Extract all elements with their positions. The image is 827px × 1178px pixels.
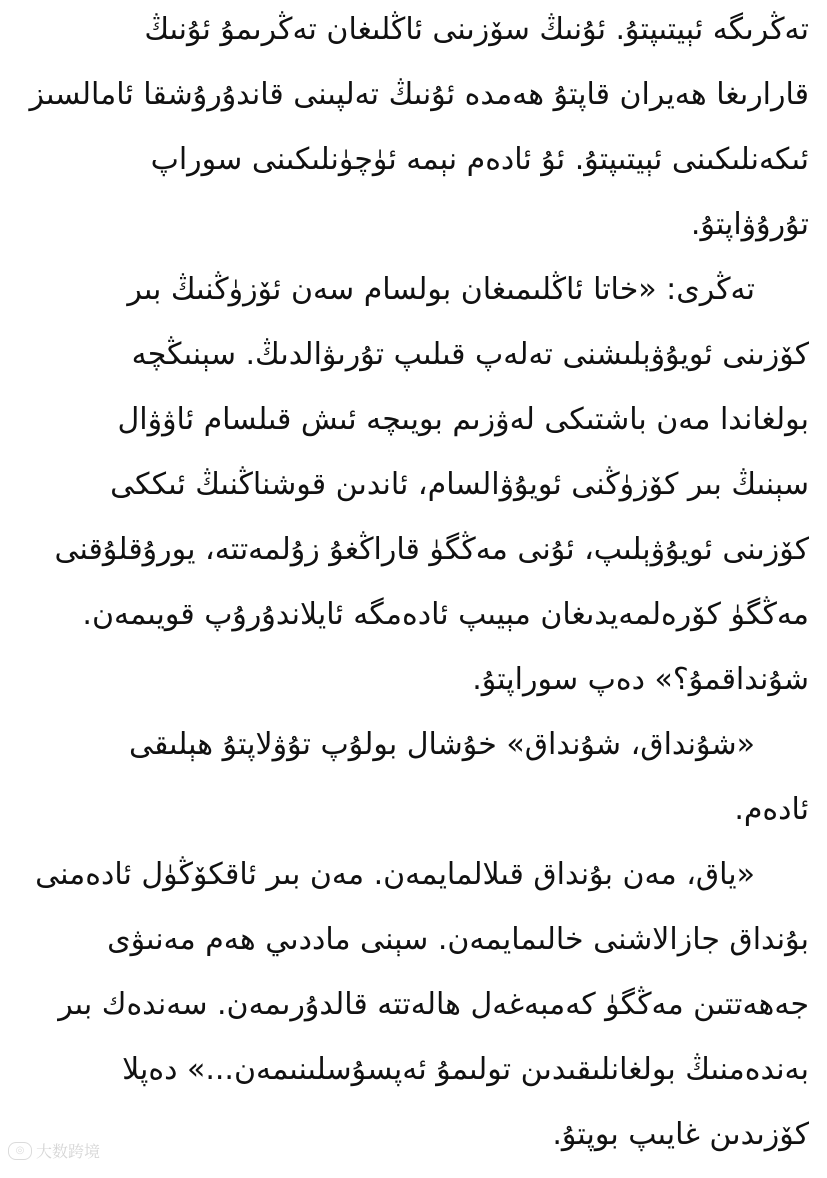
text-line: جەھەتتىن مەڭگۈ كەمبەغەل ھالەتتە قالدۇرىمەن. سەندەك بىر [58,987,809,1022]
text-line: تەڭرىگە ئېيتىپتۇ. ئۇنىڭ سۆزىنى ئاڭلىغان تەڭرىمۇ ئۇنىڭ [144,12,809,47]
text-line: قارارىغا ھەيران قاپتۇ ھەمدە ئۇنىڭ تەلپىنى قاندۇرۇشقا ئامالسىز [29,77,809,112]
text-line: بولغاندا مەن باشتىكى لەۋزىم بويىچە ئىش قىلسام ئاۋۋال [117,402,809,437]
text-line: «شۇنداق، شۇنداق» خۇشال بولۇپ تۇۋلاپتۇ ھېلىقى [129,727,755,762]
watermark-logo-icon: ◎ [8,1142,32,1160]
text-line: ئادەم. [734,792,809,827]
watermark [8,1139,100,1162]
text-line: تۇرۇۋاپتۇ. [690,207,809,242]
text-line: بۇنداق جازالاشنى خالىمايمەن. سېنى ماددىي ھەم مەنىۋى [107,922,809,957]
watermark-text: 大数跨境 [36,1142,101,1161]
text-line: كۆزىنى ئويۇۋېلىپ، ئۇنى مەڭگۈ قاراڭغۇ زۇلمەتتە، يورۇقلۇقنى [54,532,809,567]
text-line: «ياق، مەن بۇنداق قىلالمايمەن. مەن بىر ئاقكۆڭۈل ئادەمنى [35,857,755,892]
text-line: شۇنداقمۇ؟» دەپ سوراپتۇ. [472,662,809,697]
document-text-block [20,8,809,1178]
text-line: سېنىڭ بىر كۆزۈڭنى ئويۇۋالسام، ئاندىن قوشناڭنىڭ ئىككى [110,467,809,502]
text-line: بەندەمنىڭ بولغانلىقىدىن تولىمۇ ئەپسۇسلىنىمەن...» دەپلا [122,1052,809,1087]
text-line: كۆزىدىن غايىپ بوپتۇ. [552,1117,809,1152]
text-line: تەڭرى: «خاتا ئاڭلىمىغان بولسام سەن ئۆزۈڭنىڭ بىر [127,272,755,307]
text-line: مەڭگۈ كۆرەلمەيدىغان مېيىپ ئادەمگە ئايلاندۇرۇپ قويىمەن. [82,597,809,632]
text-line: كۆزىنى ئويۇۋېلىشنى تەلەپ قىلىپ تۇرىۋالدىڭ. سېنىڭچە [131,337,809,372]
text-line: ئىكەنلىكىنى ئېيتىپتۇ. ئۇ ئادەم نېمە ئۈچۈنلىكىنى سوراپ [150,142,809,177]
